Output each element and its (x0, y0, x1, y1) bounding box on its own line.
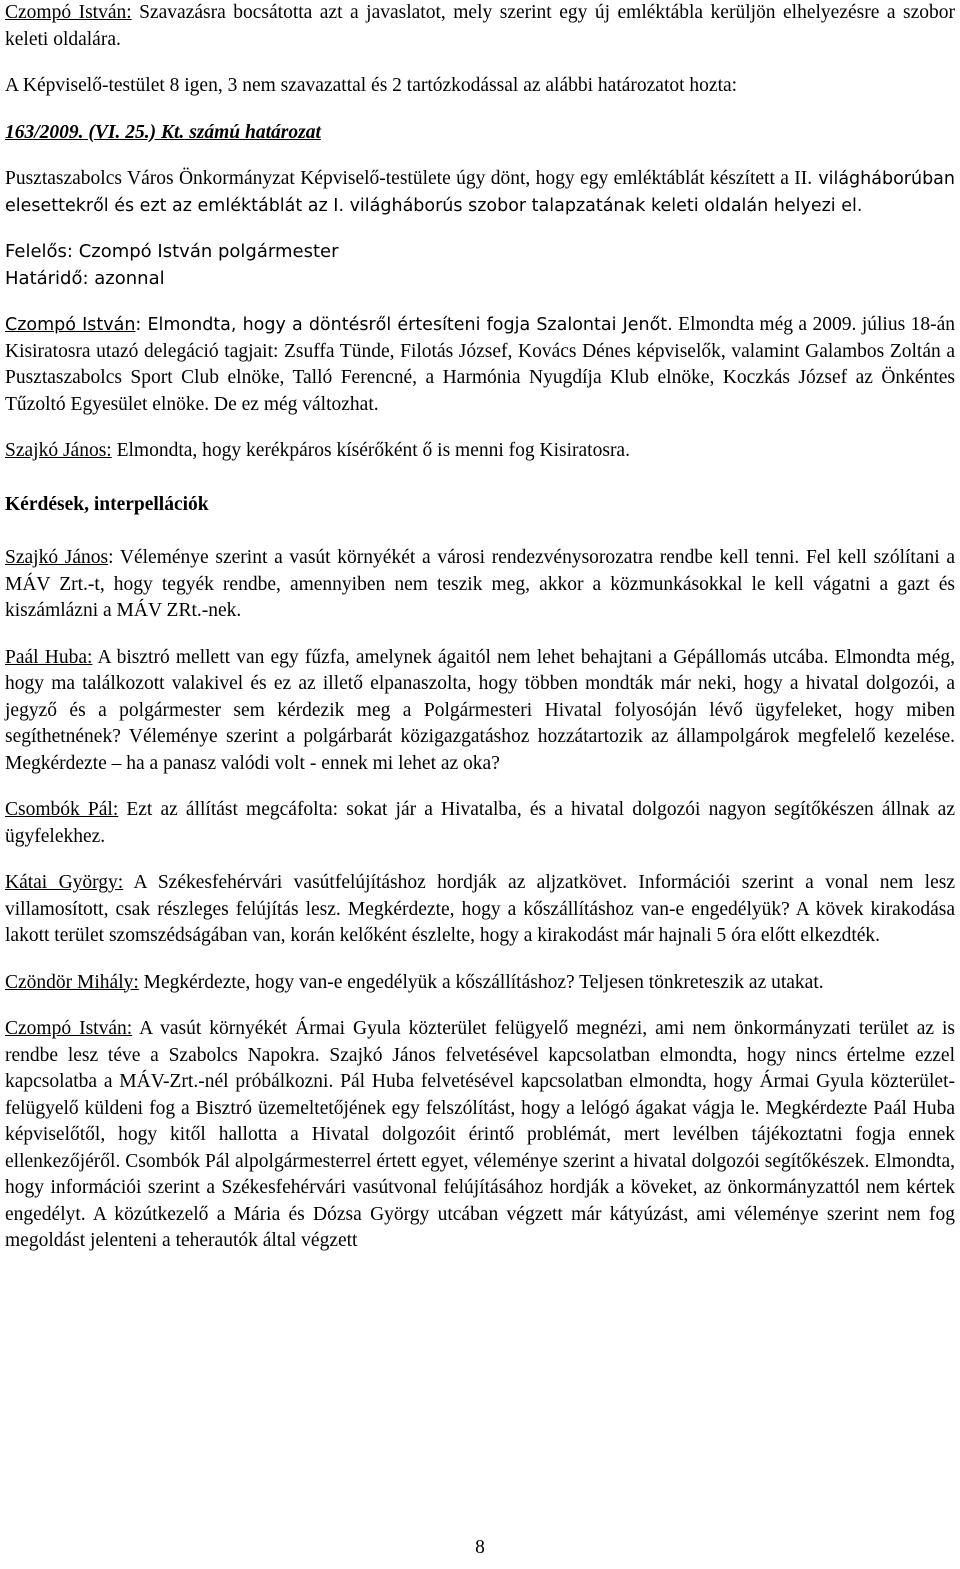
resolution-label: számú határozat (184, 121, 321, 143)
section-heading (5, 492, 955, 519)
deadline-line (5, 266, 955, 293)
paragraph-text: A Képviselő-testület 8 igen, 3 nem szavazattal és 2 tartózkodással az alábbi határozatot hozta: (5, 75, 738, 96)
deadline-text: Határidő: azonnal (5, 267, 165, 289)
paragraph-text: Elmondta még a 2009. július 18-án Kisiratosra utazó delegáció tagjait: Zsuffa Tünde, Filotás József, Kovács Dénes képviselők, valamint Galambos Zoltán a Pusztaszabolcs Sport Club elnöke, Talló Ferencné, a Harmónia Nyugdíja Klub elnöke, Koczkás József az Önkéntes Tűzoltó Egyesület elnöke. De ez még változhat. (5, 314, 955, 415)
resolution-title (5, 120, 955, 147)
paragraph-delegation (5, 312, 955, 418)
speaker-name: Czöndör Mihály: (5, 971, 139, 993)
paragraph-mayor-response (5, 1016, 955, 1255)
paragraph-railway-renovation (5, 870, 955, 950)
paragraph-text: Elmondta, hogy kerékpáros kísérőként ő is menni fog Kisiratosra. (111, 440, 630, 461)
paragraph-text: Szavazásra bocsátotta azt a javaslatot, mely szerint egy új emléktábla kerüljön elhelyezésre a szobor keleti oldalára. (5, 2, 956, 50)
document-page (5, 0, 955, 1255)
paragraph-text: A Székesfehérvári vasútfelújításhoz hordják az aljzatkövet. Információi szerint a vonal nem lesz villamosított, csak részleges felújítás lesz. Megkérdezte, hogy a kőszállításhoz van-e engedélyük? A kövek kirakodása lakott terület szomszédságában van, korán kelőként észlelte, hogy a kirakodást már hajnali 5 óra előtt elkezdték. (5, 872, 955, 946)
paragraph-text-intro: : Elmondta, hogy a döntésről értesíteni fogja Szalontai Jenőt. (135, 315, 673, 335)
resolution-text-part1: Pusztaszabolcs Város Önkormányzat Képviselő-testülete úgy dönt, hogy egy emléktáblát készített a II. (5, 168, 813, 189)
speaker-name: Paál Huba: (5, 646, 93, 668)
speaker-name: Szajkó János (5, 547, 109, 568)
paragraph-text: Megkérdezte, hogy van-e engedélyük a kőszállításhoz? Teljesen tönkreteszik az utakat. (138, 971, 824, 993)
page-number: 8 (475, 1537, 485, 1558)
paragraph-cycling-escort (5, 438, 955, 465)
speaker-name: Csombók Pál: (5, 799, 119, 820)
resolution-text-part2: világháborúban elesettekről és ezt az emléktáblát az I. világháborús szobor talapzatának keleti oldalán helyezi el. (5, 169, 955, 216)
speaker-name: Kátai György: (5, 872, 124, 893)
responsible-text: Felelős: Czompó István polgármester (5, 241, 339, 262)
section-heading-text: Kérdések, interpellációk (5, 493, 209, 515)
paragraph-stone-transport (5, 970, 955, 997)
paragraph-railway-area (5, 545, 955, 625)
speaker-name: Szajkó János: (5, 440, 112, 461)
speaker-name: Czompó István: (5, 2, 132, 23)
paragraph-helpful-staff (5, 797, 955, 850)
paragraph-vote-proposal (5, 0, 955, 53)
paragraph-willow-tree (5, 645, 955, 778)
speaker-name: Czompó István: (5, 1018, 133, 1039)
paragraph-text: : Véleménye szerint a vasút környékét a városi rendezvénysorozatra rendbe kell tenni. Fel kell szólítani a MÁV Zrt.-t, hogy tegyék rendbe, amennyiben nem teszik meg, akkor a közmunkásokkal le kell vágatni a gazt és kiszámlázni a MÁV ZRt.-nek. (5, 547, 956, 621)
speaker-name: Czompó István (5, 315, 136, 335)
resolution-number: 163/2009. (VI. 25.) Kt. (5, 121, 185, 143)
paragraph-text: A vasút környékét Ármai Gyula közterület felügyelő megnézi, ami nem önkormányzati terület az is rendbe lesz téve a Szabolcs Napokra. Szajkó János felvetésével kapcsolatban elmondta, hogy nincs értelme ezzel kapcsolatba a MÁV-Zrt.-nél próbálkozni. Pál Huba felvetésével kapcsolatban elmondta, hogy Ármai Gyula közterület-felügyelő küldeni fog a Bisztró üzemeltetőjének egy felszólítást, hogy a lelógó ágakat vágja le. Megkérdezte Paál Huba képviselőtől, hogy kitől hallotta a Hivatal dolgozóit érintő problémát, mert levélben tájékoztatni fogja ennek ellenkezőjéről. Csombók Pál alpolgármesterrel értett egyet, véleménye szerint a hivatal dolgozói segítőkészek. Elmondta, hogy információi szerint a Székesfehérvári vasútvonal felújításához hordják a köveket, az önkormányzattól nem kértek engedélyt. A közútkezelő a Mária és Dózsa György utcában végzett már kátyúzást, ami véleménye szerint nem fog megoldást jelenteni a teherautók által végzett (5, 1018, 955, 1251)
resolution-body (5, 166, 955, 219)
paragraph-text: A bisztró mellett van egy fűzfa, amelynek ágaitól nem lehet behajtani a Gépállomás utcába. Elmondta még, hogy ma találkozott valakivel és ez az illető elpanaszolta, hogy többen mondták már neki, hogy a hivatal dolgozói, a jegyző és a polgármester sem kérdezik meg a Polgármesteri Hivatal folyosóján lévő ügyfeleket, hogy miben segíthetnének? Véleménye szerint a polgárbarát közigazgatáshoz hozzátartozik az állampolgárok megfelelő kezelése. Megkérdezte – ha a panasz valódi volt - ennek mi lehet az oka? (5, 646, 955, 774)
paragraph-vote-result (5, 73, 955, 100)
responsible-line (5, 239, 955, 266)
paragraph-text: Ezt az állítást megcáfolta: sokat jár a Hivatalba, és a hivatal dolgozói nagyon segítőkészen állnak az ügyfelekhez. (5, 799, 955, 847)
